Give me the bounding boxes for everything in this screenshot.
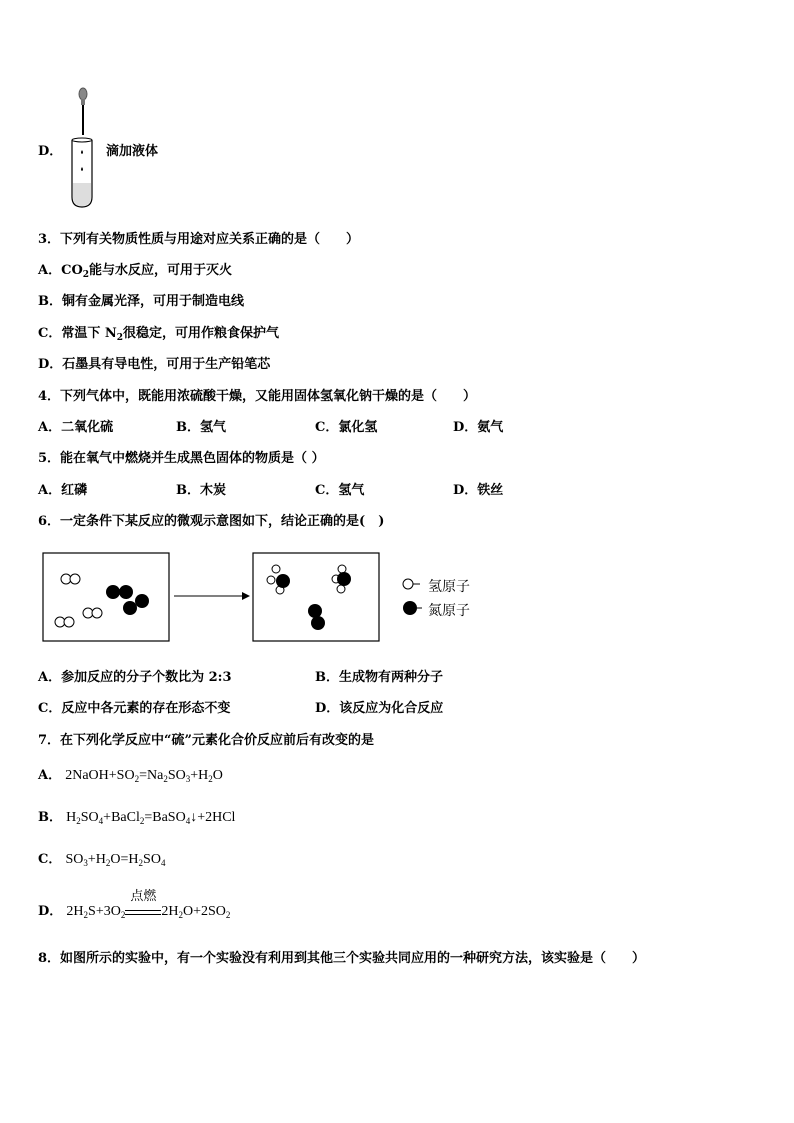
q7-stem: 7．在下列化学反应中“硫”元素化合价反应前后有改变的是 — [38, 733, 375, 748]
q6-option-c: C．反应中各元素的存在形态不变 — [38, 701, 231, 716]
q2-option-d-text: 滴加液体 — [106, 144, 159, 159]
q4-option-a: A．二氧化硫 — [38, 420, 114, 435]
legend-nitrogen-marker — [403, 601, 417, 615]
q5-option-b: B．木炭 — [176, 483, 227, 498]
q8-stem: 8．如图所示的实验中，有一个实验没有利用到其他三个实验共同应用的一种研究方法，该实验是（ ） — [38, 951, 646, 966]
q4-option-c: C．氯化氢 — [315, 420, 378, 435]
q3-option-c: C．常温下 $N_2$很稳定，可用作粮食保护气 — [38, 326, 280, 343]
dropper-test-tube-figure — [62, 85, 102, 210]
q7-option-d: D． $2H_2S+3O_2$ 点燃 $2H_2O+2SO_2$ — [38, 888, 231, 920]
q6-option-d: D．该反应为化合反应 — [315, 701, 444, 716]
q6-option-a: A．参加反应的分子个数比为 2:3 — [38, 670, 232, 685]
q6-option-b: B．生成物有两种分子 — [315, 670, 444, 685]
equation-d: $2H_2S+3O_2$ 点燃 $2H_2O+2SO_2$ — [66, 888, 231, 920]
q7-option-a: A． $2NaOH+SO_2=Na_2SO_3+H_2O$ — [38, 768, 223, 784]
q2-option-d-letter: D． — [38, 144, 63, 159]
q3-option-d: D．石墨具有导电性，可用于生产铅笔芯 — [38, 357, 271, 372]
reaction-micro-diagram — [40, 548, 480, 646]
legend-nitrogen-label: 氮原子 — [428, 603, 470, 619]
reaction-condition: 点燃 — [125, 902, 161, 915]
q5-option-a: A．红磷 — [38, 483, 88, 498]
q3-option-b: B．铜有金属光泽，可用于制造电线 — [38, 294, 245, 309]
q3-stem: 3．下列有关物质性质与用途对应关系正确的是（ ） — [38, 232, 360, 247]
equation-b: $H_2SO_4+BaCl_2=BaSO_4↓+2HCl$ — [66, 810, 236, 826]
q7-option-c: C． $SO_3+H_2O=H_2SO_4$ — [38, 852, 166, 868]
q5-option-d: D．铁丝 — [453, 483, 504, 498]
q5-option-c: C．氢气 — [315, 483, 365, 498]
q6-stem: 6．一定条件下某反应的微观示意图如下，结论正确的是( ) — [38, 514, 385, 529]
equation-c: $SO_3+H_2O=H_2SO_4$ — [65, 852, 166, 868]
q7-option-b: B． $H_2SO_4+BaCl_2=BaSO_4↓+2HCl$ — [38, 810, 236, 826]
q4-stem: 4．下列气体中，既能用浓硫酸干燥，又能用固体氢氧化钠干燥的是（ ） — [38, 389, 477, 404]
q4-option-d: D．氨气 — [453, 420, 504, 435]
legend-hydrogen-marker — [403, 579, 413, 589]
equation-a: $2NaOH+SO_2=Na_2SO_3+H_2O$ — [65, 768, 223, 784]
q5-stem: 5．能在氧气中燃烧并生成黑色固体的物质是（ ） — [38, 451, 325, 466]
q3-option-a: A．$CO_2$能与水反应，可用于灭火 — [38, 263, 233, 280]
legend-hydrogen-label: 氢原子 — [428, 579, 470, 595]
q4-option-b: B．氢气 — [176, 420, 227, 435]
